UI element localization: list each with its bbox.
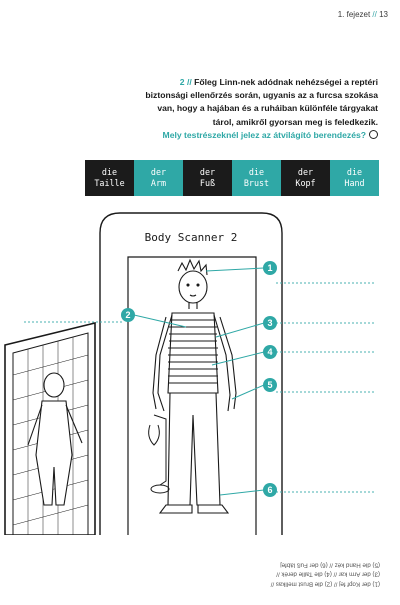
task-line-3: van, hogy a hajában és a ruháiban különféle tárgyakat bbox=[157, 103, 378, 114]
task-question: Mely testrészeknél jelez az átvilágító berendezés? bbox=[0, 129, 378, 142]
svg-text:5: 5 bbox=[267, 380, 273, 390]
svg-text:1: 1 bbox=[267, 263, 273, 273]
word-tile-brust: die Brust bbox=[232, 160, 281, 196]
svg-text:2: 2 bbox=[125, 310, 131, 320]
answer-line-2: (3) der Arm kar // (4) die Taille derék // bbox=[276, 571, 380, 578]
word-tile-taille: die Taille bbox=[85, 160, 134, 196]
task-line-1: 2 // Főleg Linn-nek adódnak nehézségei a reptéri bbox=[179, 77, 378, 87]
answer-line-1: (1) der Kopf fej // (2) die Brust mellkas // bbox=[270, 580, 380, 588]
task-line-2: biztonsági ellenőrzés során, ugyanis az a furcsa szokása bbox=[145, 90, 378, 101]
task-text bbox=[0, 76, 378, 142]
task-number: 2 // bbox=[179, 77, 192, 87]
person-figure bbox=[153, 260, 236, 513]
word-tile-arm: der Arm bbox=[134, 160, 183, 196]
chapter-label: 1. fejezet bbox=[337, 10, 371, 19]
body-scanner-illustration bbox=[0, 205, 400, 535]
svg-text:4: 4 bbox=[267, 347, 273, 357]
task-line-4: tárol, amikről gyorsan meg is feledkezik. bbox=[212, 116, 378, 127]
word-tile-kopf: der Kopf bbox=[281, 160, 330, 196]
page-number: 13 bbox=[379, 10, 388, 19]
page-header bbox=[338, 10, 388, 19]
word-tile-hand: die Hand bbox=[330, 160, 379, 196]
answer-key bbox=[250, 560, 380, 589]
word-tile-fuss: der Fuß bbox=[183, 160, 232, 196]
page-separator: // bbox=[370, 10, 380, 19]
timer-icon bbox=[369, 130, 378, 139]
svg-text:6: 6 bbox=[267, 485, 273, 495]
word-bank bbox=[85, 160, 379, 196]
svg-text:3: 3 bbox=[267, 318, 273, 328]
scanner-label: Body Scanner 2 bbox=[144, 231, 238, 244]
answer-line-3: (5) die Hand kéz // (6) der Fuß lábfej bbox=[280, 561, 380, 569]
trumpet-drawing bbox=[149, 415, 169, 493]
